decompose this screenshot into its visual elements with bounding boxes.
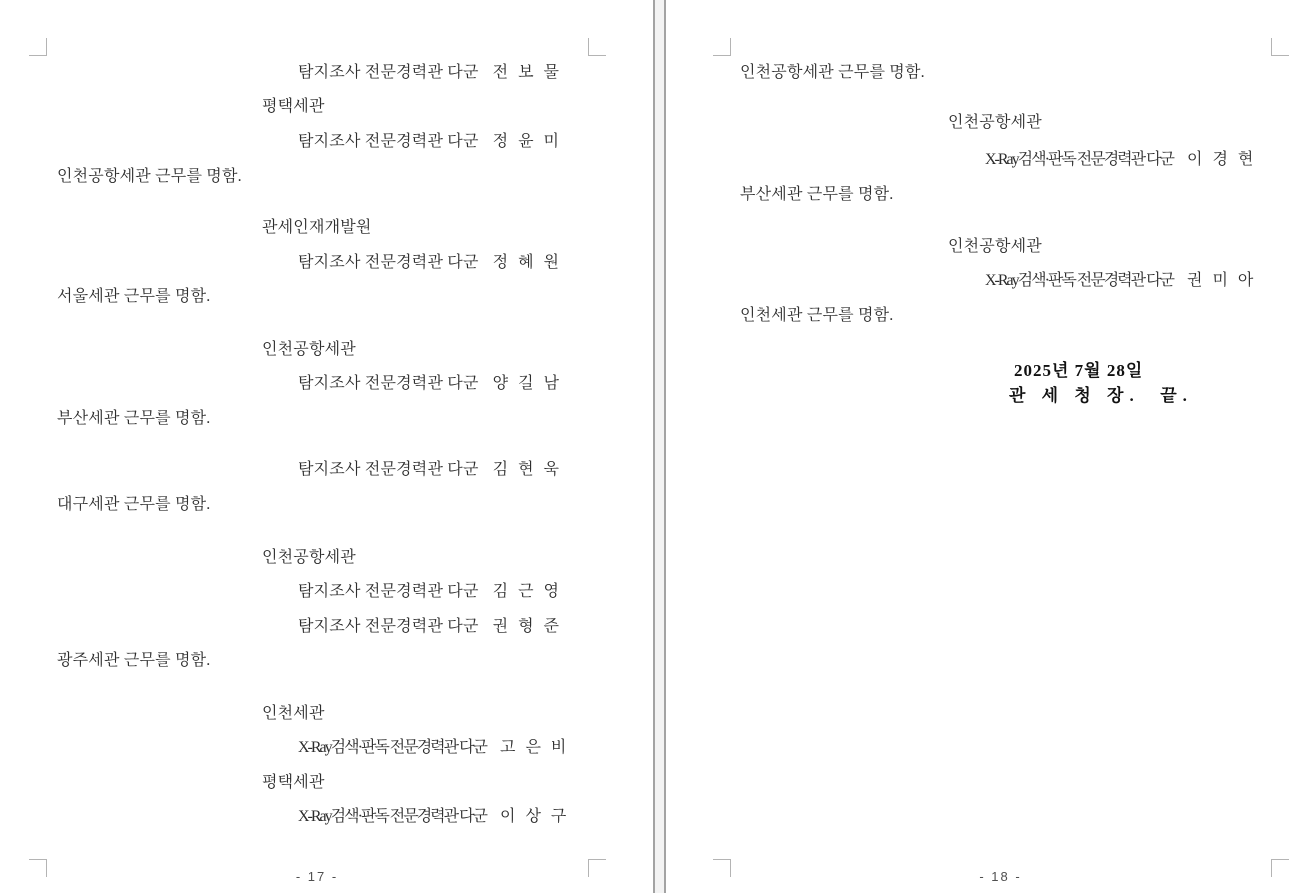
appointment-line <box>298 61 562 85</box>
position-text: 탐지조사 전문경력관 다군 <box>298 254 479 271</box>
position-text: X-Ray검색·판독 전문경력관 다군 <box>985 151 1174 168</box>
person-name: 양 길 남 <box>492 375 562 392</box>
assignment-line: 서울세관 근무를 명함. <box>57 288 211 305</box>
person-name: 김 현 욱 <box>492 461 562 478</box>
office-line: 인천공항세관 <box>262 341 356 358</box>
appointment-line <box>985 148 1256 172</box>
signature-line: 관 세 청 장. 끝. <box>1009 386 1193 405</box>
office-line: 인천공항세관 <box>262 549 356 566</box>
margin-corner-mark <box>1271 38 1289 56</box>
office-line: 관세인재개발원 <box>262 219 372 236</box>
page-17 <box>0 0 653 893</box>
margin-corner-mark <box>29 38 47 56</box>
person-name: 김 근 영 <box>492 583 562 600</box>
position-text: X-Ray검색·판독 전문경력관 다군 <box>298 739 487 756</box>
appointment-line <box>298 805 569 829</box>
appointment-line <box>298 130 562 154</box>
appointment-line <box>985 269 1256 293</box>
assignment-line: 대구세관 근무를 명함. <box>57 496 211 513</box>
position-text: X-Ray검색·판독 전문경력관 다군 <box>298 808 487 825</box>
appointment-line <box>298 615 562 639</box>
position-text: 탐지조사 전문경력관 다군 <box>298 133 479 150</box>
page-number: - 17 - <box>295 869 339 884</box>
assignment-line: 광주세관 근무를 명함. <box>57 652 211 669</box>
assignment-line: 인천공항세관 근무를 명함. <box>57 168 242 185</box>
person-name: 고 은 비 <box>500 739 570 756</box>
assignment-line: 인천공항세관 근무를 명함. <box>740 64 925 81</box>
page-18 <box>666 0 1313 893</box>
person-name: 정 혜 원 <box>492 254 562 271</box>
person-name: 권 형 준 <box>492 618 562 635</box>
position-text: 탐지조사 전문경력관 다군 <box>298 583 479 600</box>
position-text: X-Ray검색·판독 전문경력관 다군 <box>985 272 1174 289</box>
office-line: 인천공항세관 <box>948 114 1042 131</box>
person-name: 전 보 물 <box>492 64 562 81</box>
page-divider <box>653 0 666 893</box>
position-text: 탐지조사 전문경력관 다군 <box>298 618 479 635</box>
office-line: 인천세관 <box>262 705 325 722</box>
assignment-line: 부산세관 근무를 명함. <box>740 186 894 203</box>
office-line: 평택세관 <box>262 774 325 791</box>
assignment-line: 부산세관 근무를 명함. <box>57 410 211 427</box>
position-text: 탐지조사 전문경력관 다군 <box>298 64 479 81</box>
margin-corner-mark <box>29 859 47 877</box>
margin-corner-mark <box>588 859 606 877</box>
appointment-line <box>298 458 562 482</box>
page-number: - 18 - <box>979 869 1022 884</box>
office-line: 인천공항세관 <box>948 238 1042 255</box>
date-line: 2025년 7월 28일 <box>1014 361 1144 380</box>
appointment-line <box>298 251 562 275</box>
appointment-line <box>298 372 562 396</box>
position-text: 탐지조사 전문경력관 다군 <box>298 375 479 392</box>
margin-corner-mark <box>713 38 731 56</box>
person-name: 권 미 아 <box>1187 272 1257 289</box>
margin-corner-mark <box>713 859 731 877</box>
appointment-line <box>298 580 562 604</box>
appointment-line <box>298 736 569 760</box>
margin-corner-mark <box>1271 859 1289 877</box>
person-name: 이 상 구 <box>500 808 570 825</box>
person-name: 정 윤 미 <box>492 133 562 150</box>
position-text: 탐지조사 전문경력관 다군 <box>298 461 479 478</box>
person-name: 이 경 현 <box>1187 151 1257 168</box>
margin-corner-mark <box>588 38 606 56</box>
office-line: 평택세관 <box>262 98 325 115</box>
assignment-line: 인천세관 근무를 명함. <box>740 307 894 324</box>
